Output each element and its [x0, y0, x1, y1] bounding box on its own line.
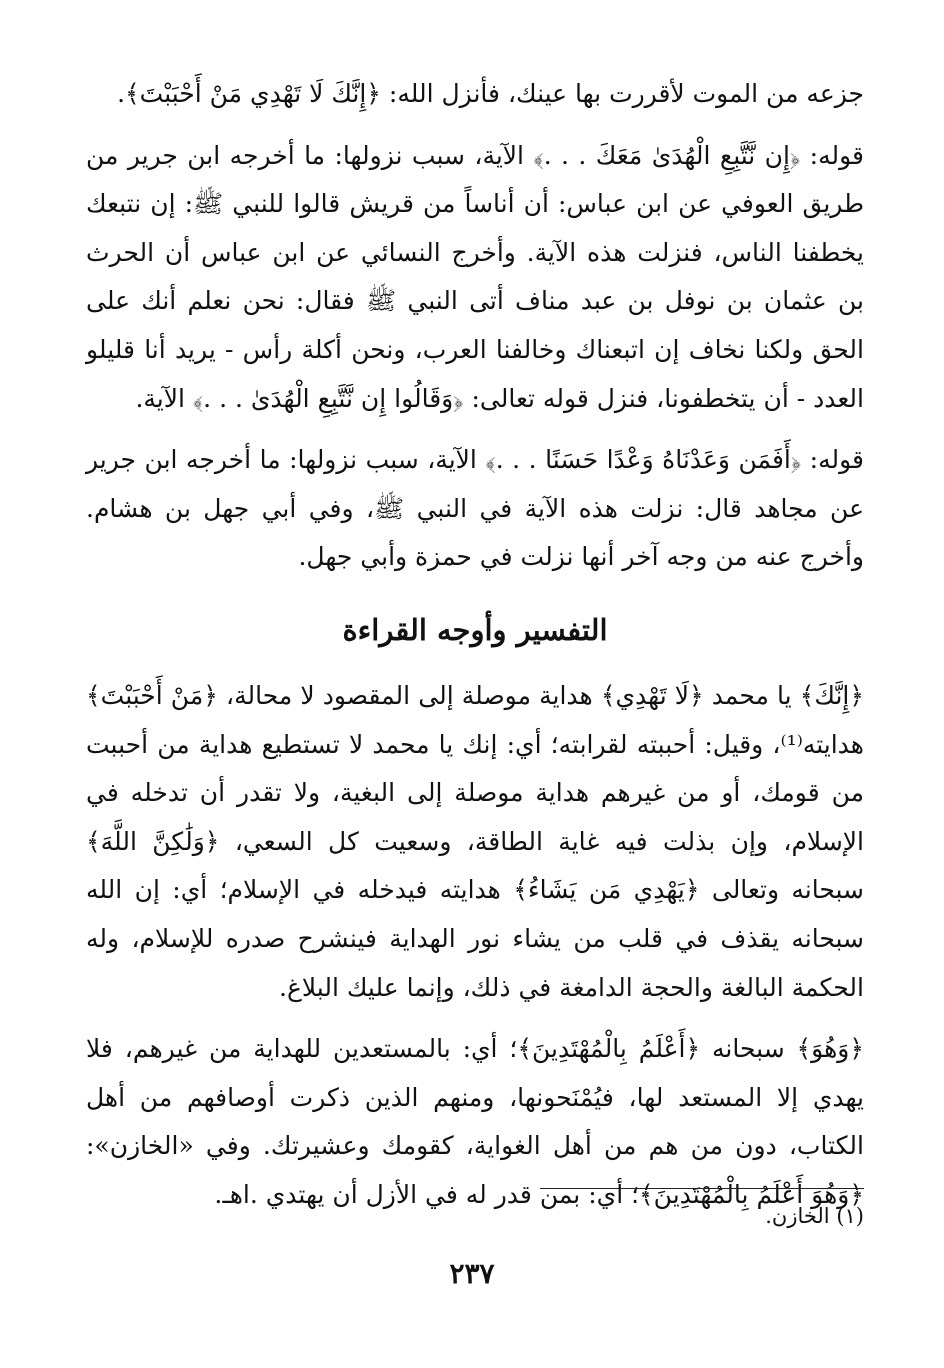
footnote-divider [540, 1188, 864, 1189]
paragraph-1: جزعه من الموت لأقررت بها عينك، فأنزل الله: ﴿إِنَّكَ لَا تَهْدِي مَنْ أَحْبَبْتَ﴾. [117, 79, 864, 108]
section-heading: التفسير وأوجه القراءة [342, 612, 608, 647]
paragraph-2: قوله: ﴿إِن نَّتَّبِعِ الْهُدَىٰ مَعَكَ . . .﴾ الآية، سبب نزولها: ما أخرجه ابن جرير من طريق العوفي عن ابن عباس: أن أناساً من قريش قالوا للنبي ﷺ: إن نتبعك يخطفنا الناس، فنزلت هذه الآية. وأخرج النسائي عن ابن عباس أن الحرث بن عثمان بن نوفل بن عبد مناف أتى النبي ﷺ فقال: نحن نعلم أنك على الحق ولكنا نخاف إن اتبعناك وخالفنا العرب، ونحن أكلة رأس - يريد أنا قليلو العدد - أن يتخطفونا، فنزل قوله تعالى: ﴿وَقَالُوا إِن نَّتَّبِعِ الْهُدَىٰ . . .﴾ الآية. [86, 140, 864, 413]
paragraph-3: قوله: ﴿أَفَمَن وَعَدْنَاهُ وَعْدًا حَسَنًا . . .﴾ الآية، سبب نزولها: ما أخرجه ابن جرير عن مجاهد قال: نزلت هذه الآية في النبي ﷺ، وفي أبي جهل بن هشام. وأخرج عنه من وجه آخر أنها نزلت في حمزة وأبي جهل. [86, 445, 864, 572]
paragraph-5: ﴿وَهُوَ﴾ سبحانه ﴿أَعْلَمُ بِالْمُهْتَدِينَ﴾؛ أي: بالمستعدين للهداية من غيرهم، فلا يهدي إلا المستعد لها، فيُمْنَحونها، ومنهم الذين ذكرت أوصافهم من أهل الكتاب، دون من هم من أهل الغواية، كقومك وعشيرتك. وفي «الخازن»: ﴿وَهُوَ أَعْلَمُ بِالْمُهْتَدِينَ﴾؛ أي: بمن قدر له في الأزل أن يهتدي .اهـ. [86, 1034, 864, 1209]
paragraph-4: ﴿إِنَّكَ﴾ يا محمد ﴿لَا تَهْدِي﴾ هداية موصلة إلى المقصود لا محالة، ﴿مَنْ أَحْبَبْتَ﴾ هدايته⁽¹⁾، وقيل: أحببته لقرابته؛ أي: إنك يا محمد لا تستطيع هداية من أحببت من قومك، أو من غيرهم هداية موصلة إلى البغية، ولا تقدر أن تدخله في الإسلام، وإن بذلت فيه غاية الطاقة، وسعيت كل السعي، ﴿وَلَٰكِنَّ اللَّهَ﴾ سبحانه وتعالى ﴿يَهْدِي مَن يَشَاءُ﴾ هدايته فيدخله في الإسلام؛ أي: إن الله سبحانه يقذف في قلب من يشاء نور الهداية فينشرح صدره للإسلام، وله الحكمة البالغة والحجة الدامغة في ذلك، وإنما عليك البلاغ. [86, 680, 864, 1002]
page-number: ٢٣٧ [449, 1257, 495, 1290]
footnote: (١) الخازن. [765, 1204, 864, 1228]
page-body [86, 70, 864, 1219]
